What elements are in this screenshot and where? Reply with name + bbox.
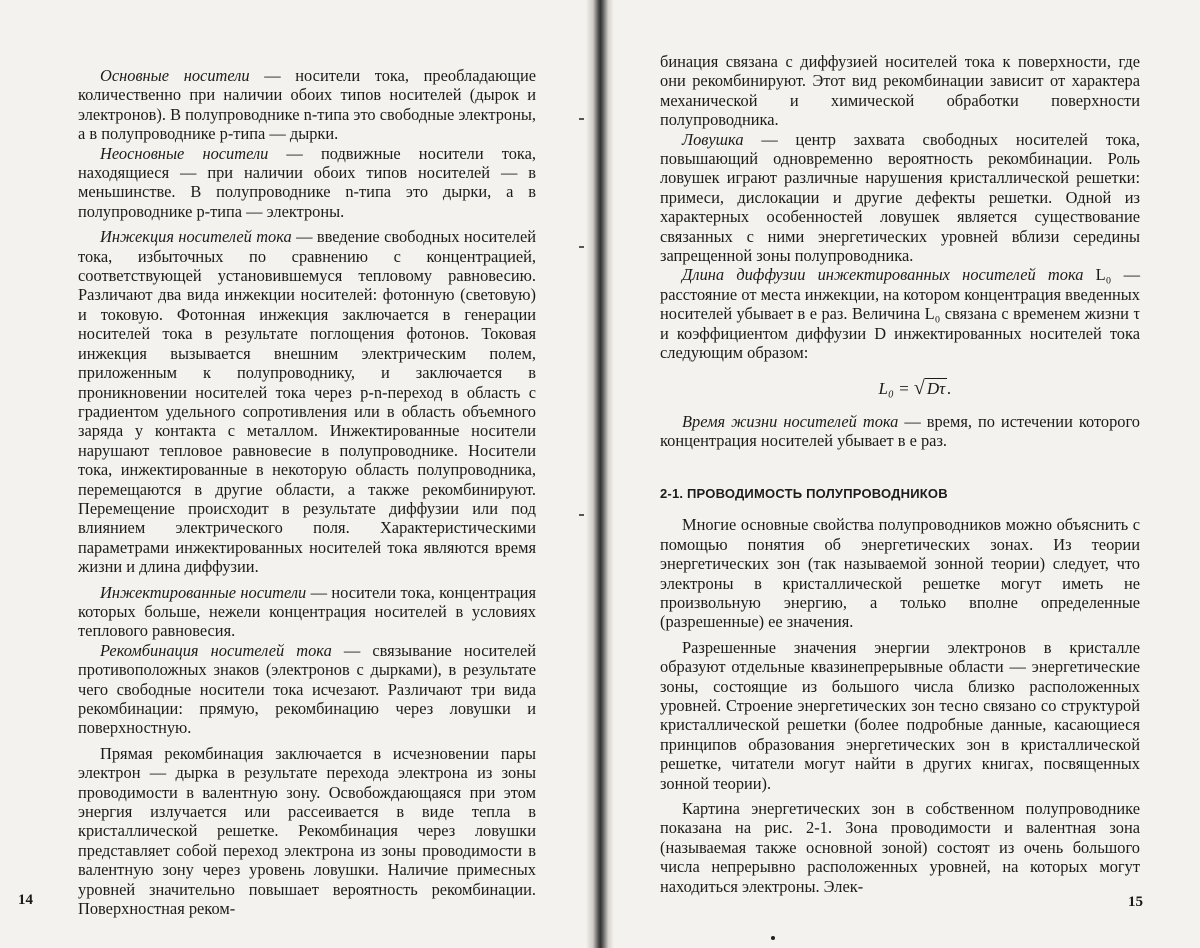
definition: — введение свободных носителей тока, избыточных по сравнению с концентрацией, соответствующей установившемуся тепловому равновесию. Различают два вида инжекции носителей: фотонную (световую) и токовую. Фотонная инжекция заключается в генерации носителей тока в результате поглощения фотонов. Токовая инжекция вызывается внешним электрическим полем, приложенным к полупроводнику, и заключается в проникновении носителей тока через p-n-переход в область с градиентом удельного сопротивления или в область объемного заряда у контакта с металлом. Инжектированные носители нарушают тепловое равновесие в полупроводнике. Носители тока, инжектированные в некоторую область полупроводника, перемещаются в другие области, а также рекомбинируют. Перемещение происходит в результате диффузии или под влиянием электрического поля. Характеристическими параметрами инжектированных носителей тока являются время жизни и длина диффузии. [78, 227, 536, 577]
term: Рекомбинация носителей тока [100, 640, 332, 660]
paragraph-direct-recombination [78, 744, 536, 919]
definition: — центр захвата свободных носителей тока, повышающий одновременно вероятность рекомбинации. Роль ловушек играют различные нарушения кристаллической решетки: примеси, дислокации и другие дефекты решетки. Одной из характерных особенностей ловушек является существование связанных с ними энергетических уровней вблизи середины запрещенной зоны полупроводника. [660, 129, 1140, 266]
paragraph-majority-carriers [78, 66, 536, 144]
term: Инжектированные носители [100, 582, 307, 602]
term: Инжекция носителей тока [100, 227, 292, 247]
gutter-speck [579, 118, 584, 120]
section-heading: 2-1. ПРОВОДИМОСТЬ ПОЛУПРОВОДНИКОВ [660, 486, 948, 502]
definition: L₀ — расстояние от места инжекции, на котором концентрация введенных носителей убывает в e раз. Величина L₀ связана с временем жизни τ и коэффициентом диффузии D инжектированных носителей тока следующим образом: [660, 265, 1140, 363]
definition: — время, по истечении которого концентрация носителей убывает в e раз. [660, 411, 1140, 450]
gutter-speck [579, 246, 584, 248]
formula-radicand: Dτ [926, 378, 946, 398]
definition: — связывание носителей противоположных знаков (электронов с дырками), в результате чего свободные носители тока исчезают. Различают три вида рекомбинации: прямую, рекомбинацию через ловушки и поверхностную. [78, 640, 536, 738]
paragraph-lifetime [660, 412, 1140, 451]
paragraph-recombination [78, 641, 536, 738]
paragraph-carrier-injection [78, 227, 536, 576]
right-text-column [660, 52, 1140, 896]
term: Длина диффузии инжектированных носителей тока [682, 265, 1084, 285]
body-text: Прямая рекомбинация заключается в исчезновении пары электрон — дырка в результате перехода электрона из зоны проводимости в валентную зону. Освобождающаяся при этом энергия излучается или рассеивается в виде тепла в кристаллической решетке. Рекомбинация через ловушки представляет собой переход электрона из зоны проводимости в валентную зону через уровень ловушки. Наличие примесных уровней значительно повышает вероятность рекомбинации. Поверхностная реком- [78, 743, 536, 919]
term: Ловушка [682, 129, 744, 149]
square-root-sign: √ [913, 376, 925, 399]
page-number-left: 14 [18, 892, 33, 908]
term: Неосновные носители [100, 143, 269, 163]
right-page [610, 0, 1200, 948]
left-text-column [78, 66, 536, 918]
term: Основные носители [100, 66, 250, 85]
definition: — носители тока, концентрация которых больше, нежели концентрация носителей в условиях теплового равновесия. [78, 582, 536, 641]
page-number-right: 15 [1128, 894, 1143, 910]
paragraph-allowed-energies: Разрешенные значения энергии электронов в кристалле образуют отдельные квазинепрерывные области — энергетические зоны, состоящие из большого числа близко расположенных уровней. Строение энергетических зон тесно связано со структурой кристаллической решетки (более подробные данные, касающиеся принципов образования энергетических зон в кристаллической решетке, читатели могут найти в других книгах, посвященных зонной теории). [660, 637, 1140, 793]
paragraph-band-picture: Картина энергетических зон в собственном полупроводнике показана на рис. 2-1. Зона проводимости и валентная зона (называемая также основной зоной) состоят из очень большого числа непрерывно расположенных уровней, на которых могут находиться электроны. Элек- [660, 799, 1140, 896]
paragraph-injected-carriers [78, 583, 536, 641]
print-speck [771, 936, 775, 940]
paragraph-continuation: бинация связана с диффузией носителей тока к поверхности, где они рекомбинируют. Этот вид рекомбинации зависит от характера механической и химической обработки поверхности полупроводника. [660, 52, 1140, 130]
definition: — подвижные носители тока, находящиеся — при наличии обоих типов носителей — в меньшинстве. В полупроводнике n-типа это дырки, а в полупроводнике p-типа — электроны. [78, 143, 536, 221]
paragraph-minority-carriers [78, 144, 536, 222]
diffusion-length-formula [660, 377, 1140, 400]
left-page [0, 0, 590, 948]
paragraph-band-theory: Многие основные свойства полупроводников можно объяснить с помощью понятия об энергетических зонах. Из теории энергетических зон (так называемой зонной теории) следует, что электроны в кристаллической решетке могут иметь не произвольную энергию, а только вполне определенные (разрешенные) ее значения. [660, 515, 1140, 632]
paragraph-diffusion-length [660, 265, 1140, 362]
formula-end: . [947, 378, 952, 398]
formula-lhs: L₀ = [878, 378, 914, 398]
gutter-speck [579, 514, 584, 516]
definition: — носители тока, преобладающие количественно при наличии обоих типов носителей (дырок и электронов). В полупроводнике n-типа это свободные электроны, а в полупроводнике p-типа — дырки. [78, 66, 536, 144]
term: Время жизни носителей тока [682, 411, 899, 431]
paragraph-trap [660, 130, 1140, 266]
